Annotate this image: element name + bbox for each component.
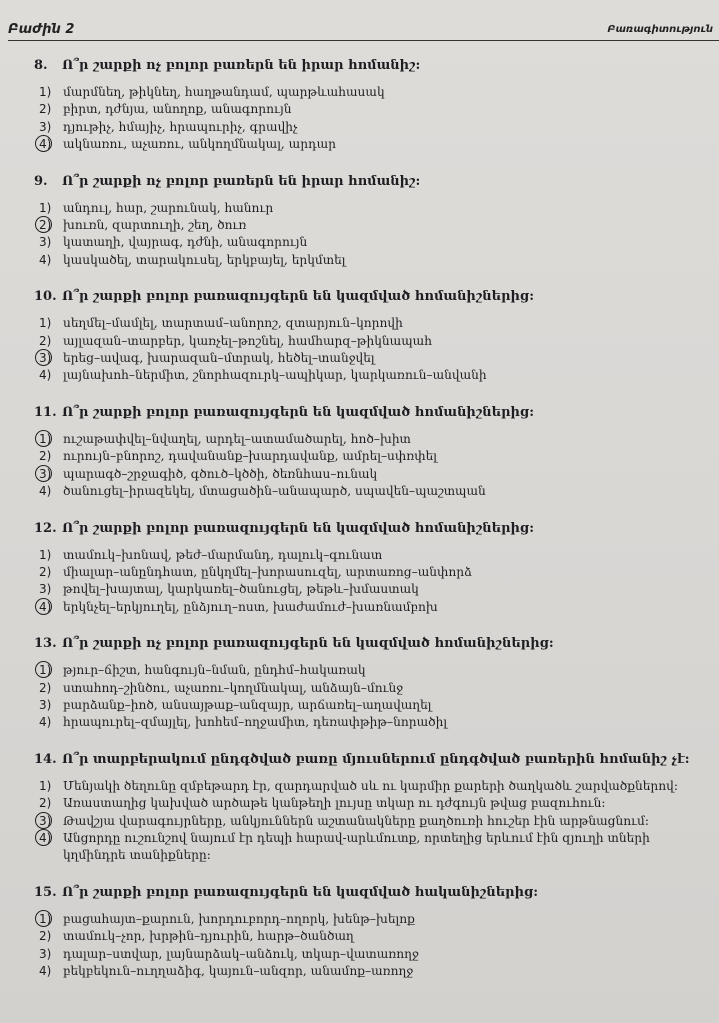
answer-option	[39, 680, 714, 697]
header-divider	[8, 40, 719, 41]
answer-option	[39, 963, 714, 980]
question-title	[34, 58, 714, 74]
question-text: Ո՞ր շարքի բոլոր բառազույգերն են կազմված հականիշներից:	[62, 884, 539, 900]
circled-option-number: 1)	[39, 431, 63, 448]
answer-options	[39, 84, 714, 154]
answer-options	[39, 200, 714, 270]
option-number: 4)	[39, 252, 52, 267]
question-number: 10.	[34, 289, 57, 305]
question-title	[34, 752, 714, 768]
answer-option	[39, 928, 714, 945]
option-text: խուռն, զարտուղի, շեղ, ծուռ	[63, 218, 247, 233]
option-text: տամուկ–խոնավ, թեժ–մարմանդ, դալուկ–գունատ	[63, 547, 383, 562]
answer-option	[39, 448, 714, 465]
option-text: կատաղի, վայրագ, դժնի, անագորույն	[63, 235, 308, 250]
option-text: կասկածել, տարակուսել, երկբայել, երկմտել	[63, 252, 346, 267]
circled-option-number: 3)	[39, 466, 63, 483]
option-text: միալար–անընդհատ, ընկղմել–խորասուզել, արտառոց–անփորձ	[63, 564, 472, 579]
option-text: երկնչել–երկյուղել, ընձյուղ–ոստ, խաժամուժ–խառնամբոխ	[63, 599, 438, 614]
option-text: ուրույն–բնորոշ, դավանանք–խարդավանք, ամրել–սփռփել	[63, 449, 437, 464]
option-text: բարձանք–իոծ, անսայթաք–անզայր, արճառել–աղավաղել	[63, 697, 432, 712]
question-number: 13.	[34, 636, 57, 652]
question-block	[34, 885, 714, 981]
option-text: բեկբեկուն–ուղղաձիգ, կայուն–անզոր, անամոք–առողջ	[63, 964, 414, 978]
option-number: 4)	[39, 715, 52, 730]
option-text: այլազան–տարբեր, կառչել–թոշնել, համհարզ–թիկնապահ	[63, 333, 432, 348]
answer-options	[39, 911, 714, 981]
answer-option	[39, 200, 714, 217]
answer-option	[39, 830, 714, 865]
question-text: Ո՞ր շարքի ոչ բոլոր բառերն են իրար հոմանիշ:	[62, 58, 421, 73]
section-label: Բաժին 2	[8, 22, 75, 37]
option-text: ուշաթափվել–նվաղել, արդել–ատամածարել, հոծ–խիտ	[63, 431, 411, 446]
option-text: Առաստաղից կախված արծաթե կանթեղի լույսը տկար ու դժգույն թվաց բազուհուն:	[63, 796, 606, 811]
answer-option	[39, 778, 714, 795]
option-text: լայնախոհ–ներմիտ, շնորհազուրկ–ապիկար, կարկառուն–անվանի	[63, 368, 487, 383]
answer-option	[39, 136, 714, 153]
option-text: ստահոդ–շինծու, աչառու–կողմնակալ, անձայն–մունջ	[63, 680, 404, 695]
question-block	[34, 289, 714, 385]
question-text: Ո՞ր շարքի բոլոր բառազույգերն են կազմված հոմանիշներից:	[62, 289, 534, 305]
option-text: տամուկ–չոր, խրթին–դյուրին, հարթ–ծանծաղ	[63, 929, 354, 944]
option-text: սեղմել–մամլել, տարտամ–անորոշ, զտարյուն–կորովի	[63, 316, 403, 331]
question-number: 11.	[34, 404, 57, 420]
option-text: դալար–ստվար, լայնարձակ–անձուկ, տկար–վատառողջ	[63, 946, 419, 961]
option-text: Անցորդը ուշունշով նայում էր դեպի հարավ-արևմուտք, որտեղից երևում էին զյուղի տների կղմինդրե տանիքները:	[63, 830, 650, 863]
answer-option	[39, 581, 714, 598]
answer-option	[39, 101, 714, 118]
option-number: 3)	[39, 582, 52, 597]
question-block	[34, 521, 714, 617]
answer-option	[39, 252, 714, 269]
question-title	[34, 885, 714, 901]
question-number: 9.	[34, 173, 48, 189]
option-number: 2)	[39, 796, 52, 811]
answer-option	[39, 946, 714, 963]
circled-option-number: 4)	[39, 599, 63, 616]
answer-option	[39, 662, 714, 679]
answer-options	[39, 315, 714, 385]
question-list	[34, 58, 714, 1000]
option-text: դյութիչ, հմայիչ, հրապուրիչ, գրավիչ	[63, 119, 298, 134]
circled-option-number: 4)	[39, 136, 63, 153]
circled-option-number: 3)	[39, 350, 63, 367]
option-number: 2)	[39, 680, 52, 695]
option-text: թովել–խայտալ, կարկառել–ծանուցել, թեթև–խմաստակ	[63, 582, 419, 597]
circled-option-number: 1)	[39, 662, 63, 679]
option-text: ակնառու, աչառու, անկողմնակալ, արդար	[63, 137, 336, 152]
question-title	[34, 174, 714, 190]
answer-options	[39, 662, 714, 732]
option-text: երեց–ավագ, խարազան–մտրակ, հեծել–տանջվել	[63, 351, 375, 366]
question-block	[34, 174, 714, 270]
option-number: 3)	[39, 119, 52, 134]
answer-option	[39, 466, 714, 483]
question-number: 8.	[34, 58, 48, 73]
option-number: 2)	[39, 449, 52, 464]
option-text: Մենյակի ծեղունը զմբեթարդ էր, զարդարված սև ու կարմիր քարերի ծաղկածև շարվածքներով:	[63, 778, 678, 793]
answer-option	[39, 714, 714, 731]
answer-options	[39, 547, 714, 617]
answer-option	[39, 547, 714, 564]
question-title	[34, 636, 714, 652]
answer-option	[39, 564, 714, 581]
option-number: 3)	[39, 697, 52, 712]
option-number: 1)	[39, 547, 52, 562]
answer-option	[39, 119, 714, 136]
question-title	[34, 405, 714, 421]
answer-option	[39, 84, 714, 101]
question-text: Ո՞ր շարքի ոչ բոլոր բառազույգերն են կազմված հոմանիշներից:	[62, 636, 554, 652]
answer-option	[39, 234, 714, 251]
option-text: հրապուրել–զմայլել, խոհեմ–ողջամիտ, դեռափթիթ–նորածիլ	[63, 715, 448, 730]
option-number: 1)	[39, 85, 52, 99]
option-text: բիրտ, դժնյա, անողոք, անագորույն	[63, 102, 292, 117]
answer-option	[39, 431, 714, 448]
option-number: 2)	[39, 564, 52, 579]
option-text: Թավշյա վարագույրները, անկյուններն աշտանակները քաղծուռի հուշեր էին արթնացնում:	[63, 813, 649, 828]
question-number: 15.	[34, 884, 57, 900]
answer-option	[39, 315, 714, 332]
question-text: Ո՞ր տարբերակում ընդգծված բառը մյուսներում ընդգծված բառերին հոմանիշ չէ:	[62, 751, 690, 767]
answer-options	[39, 778, 714, 865]
question-text: Ո՞ր շարքի բոլոր բառազույգերն են կազմված հոմանիշներից:	[62, 404, 534, 420]
option-text: մարմնեղ, թիկնեղ, հաղթանդամ, պարթևահասակ	[63, 85, 385, 99]
option-text: բացահայտ–քարուն, խորդուբորդ–ողորկ, խենթ–խելոք	[63, 911, 415, 926]
answer-option	[39, 483, 714, 500]
question-block	[34, 636, 714, 732]
option-number: 3)	[39, 235, 52, 250]
option-number: 4)	[39, 368, 52, 383]
chapter-label: Բառագիտություն	[607, 24, 713, 35]
question-text: Ո՞ր շարքի բոլոր բառազույգերն են կազմված հոմանիշներից:	[62, 520, 534, 536]
option-text: ծանուցել–իրազեկել, մտացածին–անապարծ, սպավեն–պաշտպան	[63, 484, 486, 499]
answer-option	[39, 911, 714, 928]
question-title	[34, 289, 714, 305]
question-block	[34, 405, 714, 501]
option-number: 4)	[39, 964, 52, 978]
answer-option	[39, 350, 714, 367]
circled-option-number: 3)	[39, 813, 63, 830]
circled-option-number: 1)	[39, 911, 63, 928]
question-number: 12.	[34, 520, 57, 536]
answer-option	[39, 813, 714, 830]
question-block	[34, 58, 714, 154]
answer-option	[39, 697, 714, 714]
option-number: 3)	[39, 946, 52, 961]
option-number: 1)	[39, 316, 52, 331]
option-number: 2)	[39, 102, 52, 117]
option-text: անդուլ, հար, շարունակ, հանուր	[63, 200, 274, 215]
question-block	[34, 752, 714, 865]
answer-option	[39, 217, 714, 234]
page-header	[0, 0, 719, 40]
answer-option	[39, 333, 714, 350]
question-text: Ո՞ր շարքի ոչ բոլոր բառերն են իրար հոմանիշ:	[62, 173, 421, 189]
option-number: 2)	[39, 929, 52, 944]
option-number: 1)	[39, 778, 52, 793]
answer-option	[39, 795, 714, 812]
circled-option-number: 4)	[39, 830, 63, 847]
answer-options	[39, 431, 714, 501]
circled-option-number: 2)	[39, 217, 63, 234]
option-text: պարագծ–շրջագիծ, գծուծ–կծծի, ծեռնհաս–ունակ	[63, 466, 378, 481]
question-number: 14.	[34, 751, 57, 767]
answer-option	[39, 599, 714, 616]
option-text: թյուր–ճիշտ, հանգույն–նման, ընդհմ–հակառակ	[63, 663, 366, 678]
option-number: 1)	[39, 200, 52, 215]
question-title	[34, 521, 714, 537]
answer-option	[39, 367, 714, 384]
option-number: 4)	[39, 484, 52, 499]
option-number: 2)	[39, 333, 52, 348]
